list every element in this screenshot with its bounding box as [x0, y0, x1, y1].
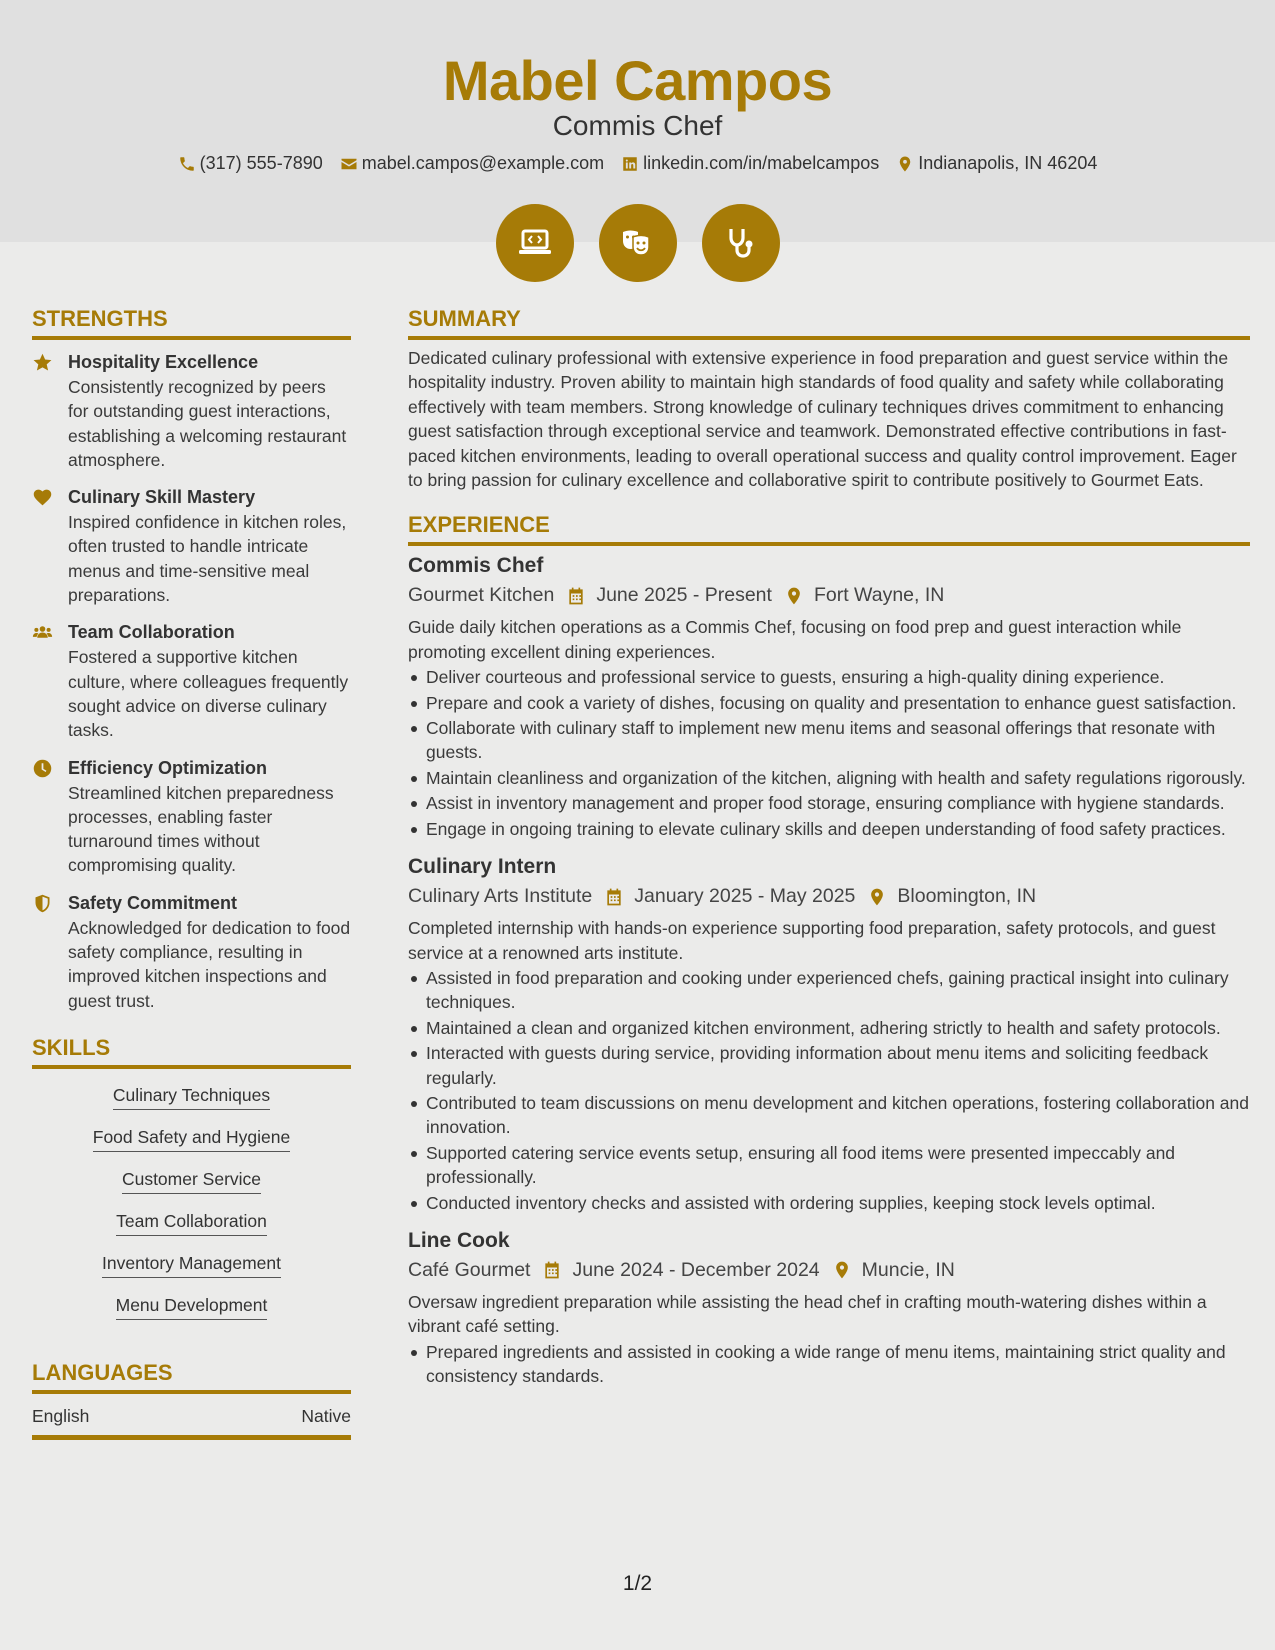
calendar-icon	[566, 586, 586, 606]
job-bullet: Maintain cleanliness and organization of the kitchen, aligning with health and safety regulations rigorously.	[408, 766, 1250, 790]
job-bullets	[408, 665, 1250, 841]
job-bullet: Supported catering service events setup, ensuring all food items were presented impeccably and professionally.	[408, 1141, 1250, 1190]
right-column	[408, 306, 1250, 1401]
email-text: mabel.campos@example.com	[361, 153, 605, 173]
strengths-heading: STRENGTHS	[32, 306, 351, 340]
interest-icons	[0, 204, 1275, 282]
job-entry	[408, 552, 1250, 841]
job-bullet: Contributed to team discussions on menu development and kitchen operations, fostering collaboration and innovation.	[408, 1091, 1250, 1140]
job-bullet: Conducted inventory checks and assisted with ordering supplies, keeping stock levels optimal.	[408, 1191, 1250, 1215]
languages-heading: LANGUAGES	[32, 1360, 351, 1394]
calendar-icon	[604, 887, 624, 907]
summary-heading: SUMMARY	[408, 306, 1250, 340]
job-bullet: Collaborate with culinary staff to implement new menu items and seasonal offerings that resonate with guests.	[408, 716, 1250, 765]
job-title: Commis Chef	[552, 110, 723, 141]
skill-item: Customer Service	[122, 1169, 261, 1194]
strength-title: Team Collaboration	[68, 622, 235, 643]
job-bullet: Interacted with guests during service, providing information about menu items and soliciting feedback regularly.	[408, 1041, 1250, 1090]
job-company: Café Gourmet	[408, 1258, 531, 1281]
strength-item	[32, 350, 351, 472]
skill-item: Menu Development	[116, 1295, 268, 1320]
job-dates: June 2025 - Present	[596, 584, 772, 607]
job-entry	[408, 853, 1250, 1215]
job-bullet: Deliver courteous and professional service to guests, ensuring a high-quality dining experience.	[408, 665, 1250, 689]
job-meta	[408, 885, 1250, 908]
location-text: Indianapolis, IN 46204	[918, 153, 1098, 173]
location-pin-icon	[867, 887, 887, 907]
users-icon	[32, 622, 53, 643]
strength-item	[32, 620, 351, 742]
job-bullets	[408, 1340, 1250, 1389]
job-title: Line Cook	[408, 1228, 510, 1252]
strength-desc: Streamlined kitchen preparedness processes, enabling faster turnaround times without compromising quality.	[68, 782, 334, 876]
job-bullet: Engage in ongoing training to elevate culinary skills and deepen understanding of food safety practices.	[408, 817, 1250, 841]
strength-desc: Consistently recognized by peers for outstanding guest interactions, establishing a welcoming restaurant atmosphere.	[68, 377, 347, 470]
language-name: English	[32, 1405, 90, 1426]
experience-heading: EXPERIENCE	[408, 512, 1250, 546]
contact-location	[896, 153, 1097, 174]
strength-item	[32, 485, 351, 607]
job-description: Completed internship with hands-on experience supporting food preparation, safety protocols, and guest service at a renowned arts institute.	[408, 918, 1216, 963]
job-company: Culinary Arts Institute	[408, 885, 593, 908]
laptop-code-circle	[496, 204, 574, 282]
job-dates: January 2025 - May 2025	[634, 885, 856, 908]
linkedin-icon	[621, 155, 639, 173]
phone-text: (317) 555-7890	[199, 153, 323, 173]
linkedin-text: linkedin.com/in/mabelcampos	[643, 153, 880, 173]
laptop-code-icon	[515, 223, 555, 263]
strength-title: Efficiency Optimization	[68, 757, 268, 778]
heart-icon	[32, 487, 53, 508]
skills-list	[32, 1085, 351, 1320]
job-entry	[408, 1227, 1250, 1389]
location-pin-icon	[832, 1260, 852, 1280]
stethoscope-circle	[702, 204, 780, 282]
job-bullet: Prepared ingredients and assisted in cooking a wide range of menu items, maintaining strict quality and consistency standards.	[408, 1340, 1250, 1389]
strength-desc: Inspired confidence in kitchen roles, often trusted to handle intricate menus and time-sensitive meal preparations.	[68, 512, 347, 606]
job-bullet: Assist in inventory management and proper food storage, ensuring compliance with hygiene standards.	[408, 791, 1250, 815]
job-meta	[408, 1259, 1250, 1282]
star-icon	[32, 352, 53, 373]
theater-masks-circle	[599, 204, 677, 282]
skill-item: Culinary Techniques	[113, 1085, 270, 1110]
job-location: Fort Wayne, IN	[813, 584, 945, 607]
job-description: Guide daily kitchen operations as a Commis Chef, focusing on food prep and guest interaction while promoting excellent dining experiences.	[408, 617, 1182, 662]
strength-item	[32, 891, 351, 1013]
contact-phone[interactable]	[178, 153, 323, 174]
language-row	[32, 1394, 351, 1440]
page-number: 1/2	[622, 1572, 653, 1595]
strength-title: Hospitality Excellence	[68, 352, 259, 372]
job-bullet: Maintained a clean and organized kitchen environment, adhering strictly to health and safety protocols.	[408, 1016, 1250, 1040]
location-pin-icon	[784, 586, 804, 606]
job-meta	[408, 584, 1250, 607]
skills-heading: SKILLS	[32, 1035, 351, 1069]
skill-item: Team Collaboration	[116, 1211, 267, 1236]
summary-text: Dedicated culinary professional with extensive experience in food preparation and guest service within the hospitality industry. Proven ability to maintain high standards of food quality and safety while collaborating effectively with team members. Strong knowledge of culinary techniques drives commitment to enhancing guest satisfaction through exceptional service and teamwork. Demonstrated effective contributions in fast-paced kitchen environments, leading to overall operational success and quality control improvement. Eager to bring passion for culinary excellence and collaborative spirit to contribute positively to Gourmet Eats.	[408, 348, 1237, 491]
left-column	[32, 306, 351, 1440]
skill-item: Inventory Management	[102, 1253, 281, 1278]
clock-icon	[32, 758, 53, 779]
stethoscope-icon	[721, 223, 761, 263]
skill-item: Food Safety and Hygiene	[93, 1127, 291, 1152]
job-company: Gourmet Kitchen	[408, 584, 555, 607]
job-title: Commis Chef	[408, 554, 544, 578]
calendar-icon	[542, 1260, 562, 1280]
contact-bar	[0, 153, 1275, 174]
job-location: Bloomington, IN	[897, 885, 1037, 908]
phone-icon	[178, 155, 196, 173]
job-dates: June 2024 - December 2024	[572, 1258, 820, 1281]
strength-desc: Acknowledged for dedication to food safety compliance, resulting in improved kitchen inspections and guest trust.	[68, 917, 351, 1011]
strength-item	[32, 756, 351, 878]
strength-title: Safety Commitment	[68, 892, 238, 913]
job-bullets	[408, 966, 1250, 1215]
theater-masks-icon	[618, 223, 658, 263]
contact-linkedin[interactable]	[621, 153, 879, 174]
language-level: Native	[301, 1405, 351, 1426]
strength-title: Culinary Skill Mastery	[68, 487, 256, 508]
shield-icon	[32, 893, 53, 914]
candidate-name: Mabel Campos	[442, 49, 833, 112]
job-bullet: Assisted in food preparation and cooking under experienced chefs, gaining practical insight into culinary techniques.	[408, 966, 1250, 1015]
strength-desc: Fostered a supportive kitchen culture, where colleagues frequently sought advice on diverse culinary tasks.	[68, 647, 349, 741]
job-location: Muncie, IN	[861, 1258, 955, 1281]
job-description: Oversaw ingredient preparation while assisting the head chef in crafting mouth-watering dishes within a vibrant café setting.	[408, 1291, 1207, 1337]
job-bullet: Prepare and cook a variety of dishes, focusing on quality and presentation to enhance guest satisfaction.	[408, 691, 1250, 715]
contact-email[interactable]	[340, 153, 604, 174]
job-title: Culinary Intern	[408, 855, 557, 879]
location-pin-icon	[896, 155, 914, 173]
envelope-icon	[340, 155, 358, 173]
